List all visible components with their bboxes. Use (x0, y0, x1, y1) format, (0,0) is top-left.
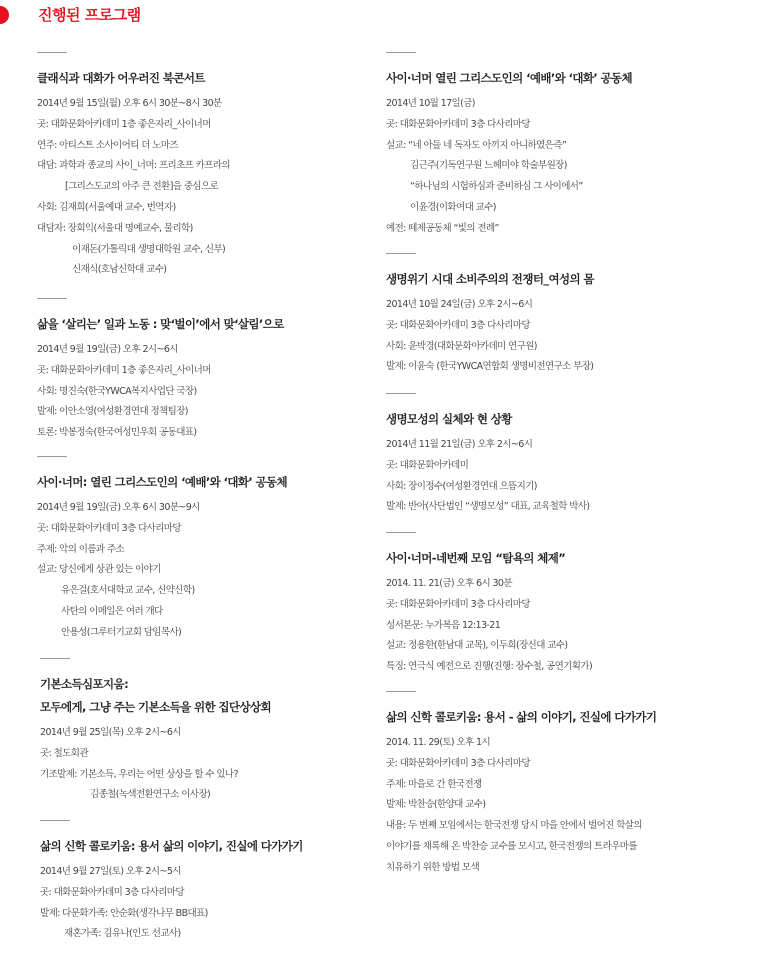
event-detail: 대담자: 장회익(서울대 명예교수, 물리학) (37, 222, 193, 234)
event-detail: 토론: 박봉정숙(한국여성민우회 공동대표) (37, 427, 197, 439)
event-date: 2014년 11월 21일(금) 오후 2시~6시 (386, 439, 533, 450)
event-card (37, 52, 377, 281)
event-venue: 곳: 대화문화아카데미 3층 다사리마당 (386, 598, 530, 610)
event-date: 2014년 9월 25일(목) 오후 2시~6시 (40, 727, 181, 738)
event-detail: 주제: 악의 이름과 주소 (37, 543, 125, 555)
event-title: 삶의 신학 콜로키움: 용서 - 삶의 이야기, 진실에 다가가기 (386, 710, 657, 724)
event-detail: 사탄의 이메일은 여러 개다 (61, 605, 163, 617)
divider (386, 532, 416, 533)
event-date: 2014년 10월 17일(금) (386, 98, 475, 109)
event-title: 사이·너머: 열린 그리스도인의 ‘예배’와 ‘대화’ 공동체 (37, 475, 288, 489)
event-detail: 성서본문: 누가복음 12:13-21 (386, 619, 501, 631)
event-date: 2014. 11. 21(금) 오후 6시 30분 (386, 578, 512, 589)
event-title: 생명위기 시대 소비주의의 전쟁터_여성의 몸 (386, 272, 594, 286)
event-detail: 발제: 박찬승(한양대 교수) (386, 799, 486, 811)
event-venue: 곳: 대화문화아카데미 3층 다사리마당 (386, 118, 530, 130)
event-venue: 곳: 대화문화아카데미 1층 좋은자리_사이너머 (37, 364, 211, 376)
event-detail: “하나님의 시험하심과 준비하심 그 사이에서” (410, 181, 583, 193)
event-detail: 기조발제: 기본소득, 우리는 어떤 상상을 할 수 있나? (40, 768, 238, 780)
event-title-line-2: 모두에게, 그냥 주는 기본소득을 위한 집단상상회 (40, 700, 271, 714)
event-detail: 발제: 다문화가족: 안순화(생각나무 BB대표) (40, 907, 208, 919)
event-date: 2014년 9월 19일(금) 오후 6시 30분~9시 (37, 502, 200, 513)
event-detail: 재혼가족: 김유나(인도 선교사) (64, 928, 181, 940)
event-card (386, 52, 726, 240)
event-detail: 특징: 연극식 예전으로 진행(진행: 장수철, 공연기획가) (386, 661, 593, 673)
event-detail: 이재돈(가톨릭대 생명대학원 교수, 신부) (72, 243, 226, 255)
divider (386, 253, 416, 254)
event-date: 2014. 11. 29(토) 오후 1시 (386, 737, 491, 748)
event-detail: 안용성(그루터기교회 담임목사) (61, 626, 182, 638)
event-detail: 주제: 마을로 간 한국전쟁 (386, 778, 482, 790)
event-venue: 곳: 대화문화아카데미 3층 다사리마당 (37, 522, 181, 534)
event-detail: 설교: 정용한(한남대 교목), 이두희(장신대 교수) (386, 640, 568, 652)
event-date: 2014년 9월 19일(금) 오후 2시~6시 (37, 344, 178, 355)
event-detail: 예전: 떼제공동체 “빛의 전례” (386, 222, 499, 234)
event-detail: [그리스도교의 아주 큰 전환]을 중심으로 (65, 181, 219, 193)
event-detail: 사회: 김재희(서울예대 교수, 번역자) (37, 201, 176, 213)
event-detail: 내용: 두 번째 모임에서는 한국전쟁 당시 마을 안에서 벌어진 학살의 (386, 820, 642, 832)
event-detail: 사회: 명진숙(한국YWCA복지사업단 국장) (37, 385, 197, 397)
event-title: 사이·너머-네번째 모임 “탐욕의 체제” (386, 551, 566, 565)
event-detail: 연주: 아티스트 소사이어티 더 노마즈 (37, 139, 178, 151)
event-card (40, 658, 380, 806)
event-venue: 곳: 대화문화아카데미 3층 다사리마당 (386, 757, 530, 769)
event-card (386, 691, 726, 879)
event-title: 사이·너머 열린 그리스도인의 ‘예배’와 ‘대화’ 공동체 (386, 71, 633, 85)
event-detail: 사회: 장이정수(여성환경연대 으뜸지기) (386, 480, 537, 492)
divider (37, 52, 67, 53)
divider (386, 691, 416, 692)
event-detail: 치유하기 위한 방법 모색 (386, 861, 480, 873)
divider (386, 52, 416, 53)
divider (37, 456, 67, 457)
event-detail: 김종철(녹색전환연구소 이사장) (90, 789, 211, 801)
event-detail: 이윤경(이화여대 교수) (410, 201, 496, 213)
event-venue: 곳: 대화문화아카데미 3층 다사리마당 (40, 886, 184, 898)
event-detail: 설교: 당신에게 상관 있는 이야기 (37, 564, 161, 576)
event-card (386, 393, 726, 518)
event-detail: 발제: 이윤숙 (한국YWCA연합회 생명비전연구소 부장) (386, 361, 594, 373)
event-detail: 신재식(호남신학대 교수) (72, 264, 167, 276)
event-detail: 발제: 반아(사단법인 “생명모성” 대표, 교육철학 박사) (386, 501, 590, 513)
event-card (386, 532, 726, 678)
event-date: 2014년 9월 15일(월) 오후 6시 30분~8시 30분 (37, 98, 222, 109)
divider (386, 393, 416, 394)
event-title: 기본소득심포지움: (40, 677, 129, 691)
event-detail: 유은걸(호서대학교 교수, 신약신학) (61, 585, 195, 597)
event-detail: 대담: 과학과 종교의 사이_너머: 프리초프 카프라의 (37, 160, 230, 172)
event-detail: 사회: 윤박경(대화문화아카데미 연구원) (386, 340, 537, 352)
event-venue: 곳: 대화문화아카데미 3층 다사리마당 (386, 319, 530, 331)
event-card (40, 820, 380, 945)
event-detail: 설교: “네 아들 네 독자도 아끼지 아니하였은즉” (386, 139, 567, 151)
event-card (37, 456, 377, 644)
red-dot-icon (0, 6, 9, 24)
divider (37, 298, 67, 299)
event-date: 2014년 9월 27일(토) 오후 2시~5시 (40, 866, 181, 877)
event-title: 삶의 신학 콜로키움: 용서 삶의 이야기, 진실에 다가가기 (40, 839, 303, 853)
event-date: 2014년 10월 24일(금) 오후 2시~6시 (386, 299, 533, 310)
event-title: 클래식과 대화가 어우러진 북콘서트 (37, 71, 205, 85)
event-title: 삶을 ‘살리는’ 일과 노동 : 맞‘벌이’에서 맞‘살림’으로 (37, 317, 284, 331)
event-title: 생명모성의 실체와 현 상황 (386, 412, 512, 426)
event-venue: 곳: 대화문화아카데미 (386, 459, 469, 471)
event-venue: 곳: 대화문화아카데미 1층 좋은자리_사이너머 (37, 118, 211, 130)
divider (40, 820, 70, 821)
event-detail: 이야기를 채록해 온 박찬승 교수를 모시고, 한국전쟁의 트라우마를 (386, 840, 637, 852)
page-title: 진행된 프로그램 (38, 6, 141, 24)
event-venue: 곳: 철도회관 (40, 747, 88, 759)
event-detail: 김근주(기독연구원 느헤미야 학술부원장) (410, 160, 567, 172)
event-card (37, 298, 377, 444)
event-card (386, 253, 726, 378)
event-detail: 발제: 이안소영(여성환경연대 정책팀장) (37, 406, 188, 418)
divider (40, 658, 70, 659)
